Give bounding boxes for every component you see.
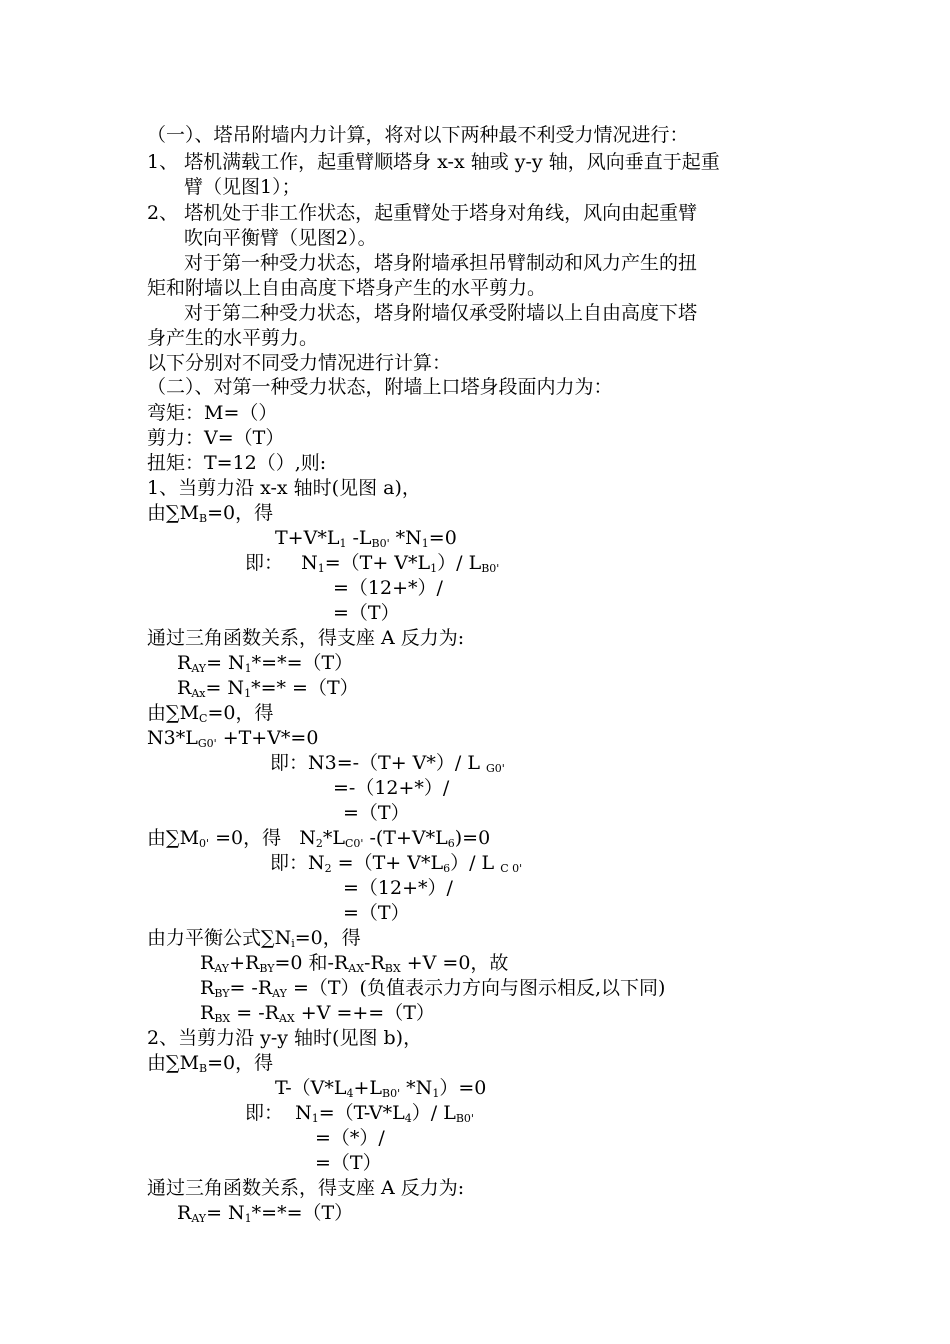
subhead-y-axis: 2、当剪力沿 y-y 轴时(见图 b)， [147, 1027, 423, 1049]
section1-heading: （一）、塔吊附墙内力计算，将对以下两种最不利受力情况进行： [147, 124, 689, 146]
formula-n1-equilibrium: $T+V*L_1$ $-L_{B0'}$ $*N_1=0$ [275, 527, 457, 550]
trig-reaction-intro: 通过三角函数关系，得支座 A 反力为: [147, 627, 465, 649]
formula-rax: $R_{Ax}= N_1*=* =(T)$ [177, 677, 359, 700]
equation-sum-mo: 由$\sum M_{0'} =0$，得 $N_2*L_{C0'}$ $-(T+V*L_6)=0$ [147, 827, 491, 850]
equation-sum-mb-2: 由$\sum M_B=0$，得 [147, 1052, 274, 1075]
formula-n1-solve: 即： $N_1=(T+ V*L_1)/$ $L_{B0'}$ [245, 552, 500, 575]
case1-line2: 臂（见图1）； [184, 176, 301, 198]
subhead-x-axis: 1、当剪力沿 x-x 轴时(见图 a)， [147, 477, 421, 499]
case2-line1: 2、 塔机处于非工作状态，起重臂处于塔身对角线，风向由起重臂 [147, 202, 698, 224]
equation-sum-mb: 由$\sum M_B=0$，得 [147, 502, 274, 525]
para1-line1: 对于第一种受力状态，塔身附墙承担吊臂制动和风力产生的扭 [184, 252, 698, 274]
formula-rby: $R_{BY}= -R_{AY} =(T)$(负值表示力方向与图示相反,以下同) [200, 977, 666, 1000]
para2-line1: 对于第二种受力状态，塔身附墙仅承受附墙以上自由高度下塔 [184, 302, 698, 324]
para2-line2: 身产生的水平剪力。 [147, 327, 319, 349]
formula-n2-solve: 即：$N_2 =(T+ V*L_6)/$ L $_{C 0'}$ [270, 852, 523, 875]
formula-n3-equilibrium: $N3*L_{G0'} +T+V*=0$ [147, 727, 319, 750]
formula-rbx: $R_{BX} = -R_{AX} +V =+=(T)$ [200, 1002, 435, 1025]
formula-n1-solve-2: 即： $N_1=(T-V*L_4)/$ $L_{B0'}$ [245, 1102, 474, 1125]
formula-ray: $R_{AY}= N_1*=*=(T)$ [177, 652, 354, 675]
formula-n1-substitute: =（12+*）/ [333, 577, 443, 599]
formula-n2-substitute: =（12+*）/ [343, 877, 453, 899]
formula-n3-substitute: =-（12+*）/ [333, 777, 450, 799]
moment-line: 弯矩：M=（） [147, 402, 278, 424]
intro-line: 以下分别对不同受力情况进行计算： [147, 352, 452, 374]
formula-force-sum: $R_{AY}+R_{BY}=0$ 和$-R_{AX}-R_{BX} +V =0$，故 [200, 952, 509, 975]
section2-heading: （二）、对第一种受力状态，附墙上口塔身段面内力为： [147, 376, 613, 398]
formula-ray-2: $R_{AY}= N_1*=*=(T)$ [177, 1202, 354, 1225]
case2-line2: 吹向平衡臂（见图2）。 [184, 227, 377, 249]
formula-n3-solve: 即：N3=-（T+ V*）/ L $_{G0'}$ [270, 752, 505, 775]
torque-line: 扭矩：T=12（）,则: [147, 452, 327, 474]
equation-sum-mc: 由$\sum M_C=0$，得 [147, 702, 274, 725]
formula-n2-result: =（T） [343, 902, 410, 924]
para1-line2: 矩和附墙以上自由高度下塔身产生的水平剪力。 [147, 277, 547, 299]
formula-n1-substitute-2: =（*）/ [315, 1127, 385, 1149]
formula-n1-result: =（T） [333, 602, 400, 624]
formula-n1-equilibrium-2: $T-(V*L_4+L_{B0'}$ $*N_1)=0$ [275, 1077, 487, 1100]
formula-n3-result: =（T） [343, 802, 410, 824]
case1-line1: 1、 塔机满载工作，起重臂顺塔身 x-x 轴或 y-y 轴，风向垂直于起重 [147, 151, 720, 173]
shear-line: 剪力：V=（T） [147, 427, 285, 449]
trig-reaction-intro-2: 通过三角函数关系，得支座 A 反力为: [147, 1177, 465, 1199]
force-balance-line: 由力平衡公式$\sum N_i=0$，得 [147, 927, 361, 950]
formula-n1-result-2: =（T） [315, 1152, 382, 1174]
